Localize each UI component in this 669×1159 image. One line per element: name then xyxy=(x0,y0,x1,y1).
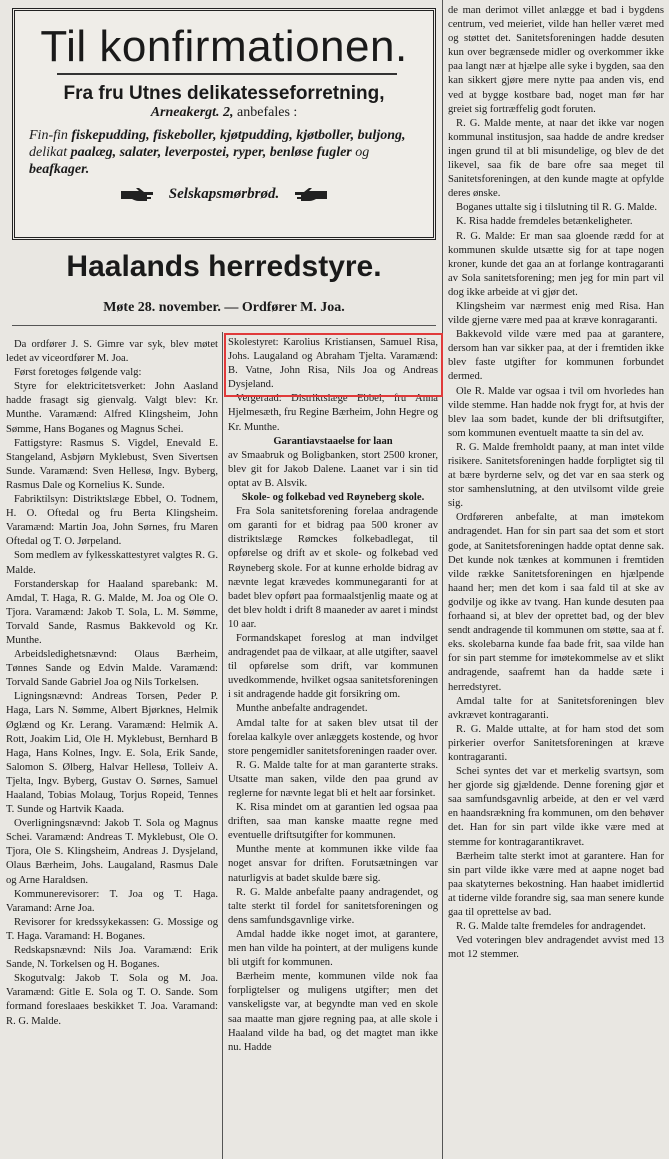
paragraph: Ved voteringen blev andragendet avvist med 13 mot 12 stemmer. xyxy=(448,935,664,961)
ad-body-f: beafkager. xyxy=(29,162,90,177)
paragraph: Fra Sola sanitetsforening forelaa andragende om garanti for et bidrag paa 500 kroner av distriktslæge Rømckes folkebadlegat, til opførelse og drift av et skole- og folkebad ved Røyneberg skole. For at kunne erholde bidrag av nævnte legat krævedes kommunegaranti for at badet blev opført paa formaalstjenlig maate og at det blev holdt i drift 8 maaneder av aaret i mindst 10 aar. xyxy=(228,506,438,630)
paragraph: av Smaabruk og Boligbanken, stort 2500 kroner, blev git for Jakob Dalene. Laanet var i sin tid optat av B. Alsvik. xyxy=(228,449,438,489)
ad-body-c: delikat xyxy=(29,145,71,160)
advertisement-box xyxy=(12,8,436,240)
paragraph: Først foretoges følgende valg: xyxy=(14,367,142,379)
column-1 xyxy=(6,338,218,1156)
section-heading: Garantiavstaaelse for laan xyxy=(273,435,393,447)
paragraph: Fabriktilsyn: Distriktslæge Ebbel, O. Todnem, H. O. Oftedal og fru Berta Klingsheim. Varamænd: Martin Joa, John Sørnes, fru Maren Oftedal og T. O. Jørpeland. xyxy=(6,494,218,548)
paragraph: Ordføreren anbefalte, at man imøtekom andragendet. Han for sin part saa det som et stort gode, at Sanitetsforeningen hadde optat denne sak. Det kunde nok tænkes at kommunen i fremtiden vilde række Sanitetsforeningen en hjælpende haand her; men det kom i saa fald til at ske av godvilje og ikke av tvang. Han kunde desuten paa forhaand si, at blev der oprettet bad, og der blev sendt andragende til kommunen om støtte, saa at f. eks. skolebarna kunde faa bade frit, saa vilde han for sin part stemme for imøtekommelse av et slikt andragende, saafremt han da hadde sæte i herredstyret. xyxy=(448,512,664,693)
paragraph: R. G. Malde mente, at naar det ikke var nogen kommunal institusjon, saa hadde de andre kredser ingen grund til at bli misundelige, og blev de det likevel, saa fik de bare ofre saa meget til Sanitetsforeningen, at den kunde magte at opfylde deres ønske. xyxy=(448,117,664,200)
paragraph: R. G. Malde anbefalte paany andragendet, og talte sterkt til fordel for sanitetsforeningen og dens samfundsgavnlige virke. xyxy=(228,886,438,926)
paragraph: Bærheim mente, kommunen vilde nok faa forpligtelser og muligens utgifter; men det vanskeligste var, at begyndte man ved en skole saa maatte man gjøre regning paa, at alle skole i Haaland vilde ha bad, og det magtet man ikke nu. Hadde xyxy=(228,971,438,1053)
article-headline: Haalands herredstyre. xyxy=(66,250,382,283)
ad-footer-text: Selskapsmørbrød. xyxy=(168,186,280,202)
paragraph: R. G. Malde: Er man saa gloende rædd for at kommunen skulde utsætte sig for at tape nogen kroner, kunde det gaa an at forlange kontragaranti av Sola sanitetsforening; men jeg for min part vil dog ikke arbeide at vi gjør det. xyxy=(448,230,664,298)
paragraph: Schei syntes det var et merkelig svartsyn, som her gjorde sig gjældende. Denne forening gjør et saa samfundsgavnlig arbeide, at den er vel værd en haandsrækning fra kommunen, om den behøver det. Han for sin part vilde ikke være med at stemme for kontragarantikravet. xyxy=(448,766,664,848)
paragraph: Klingsheim var nærmest enig med Risa. Han vilde gjerne være med paa at kræve konragaranti. xyxy=(448,300,664,327)
paragraph: Amdal talte for at saken blev utsat til der forelaa kalkyle over anlæggets kostende, og hvor store pengemidler sanitetsforeningen raader over. xyxy=(228,717,438,757)
ad-footer xyxy=(25,186,423,203)
paragraph: R. G. Malde fremholdt paany, at man intet vilde risikere. Sanitetsforeningen hadde forpligtet sig til at bære byrderne selv, og det var en saa sterk og stor samhenslutning, at den utvilsomt vilde greie sig. xyxy=(448,441,664,510)
article-subheadline: Møte 28. november. — Ordfører M. Joa. xyxy=(103,300,345,315)
paragraph: Amdal talte for at Sanitetsforeningen blev avkrævet kontragaranti. xyxy=(448,695,664,721)
column-3 xyxy=(448,4,664,1156)
ad-body-d: paalæg, salater, leverpostei, ryper, benløse fugler xyxy=(70,145,352,160)
paragraph: Ole R. Malde var ogsaa i tvil om hvorledes han vilde stemme. Han hadde nok frygt for, at hvis der blev laa som badet, kunde der bli driftsutgifter, som kommunen eventuelt maatte ta sin del av. xyxy=(448,385,664,439)
paragraph: Overligningsnævnd: Jakob T. Sola og Magnus Schei. Varamænd: Andreas T. Myklebust, Ole O. Tjora, Ole S. Klingsheim, Andreas J. Dysjeland, Olaus Bærheim, Johs. Laugaland, Rasmus Dale og Arne Haraldsen. xyxy=(6,818,218,886)
paragraph: Bærheim talte sterkt imot at garantere. Han for sin part vilde ikke være med at aapne noget bad paa skatyternes bekostning. Han haabet imidlertid at tiderne vilde forandre sig, saa man senere kunde gaa til oprettelse av bad. xyxy=(448,850,664,918)
paragraph: Arbeidsledighetsnævnd: Olaus Bærheim, Tønnes Sande og Edvin Malde. Varamænd: Torvald Sande Gabriel Joa og Nils Torkelsen. xyxy=(6,649,218,689)
paragraph: Da ordfører J. S. Gimre var syk, blev møtet ledet av viceordfører M. Joa. xyxy=(6,339,218,365)
divider xyxy=(12,325,436,326)
paragraph: Vergeraad: Distriktslæge Ebbel, fru Anna Hjelmesæth, fru Regine Bærheim, John Hegre og Kr. Munthe. xyxy=(228,393,438,433)
paragraph: Skogutvalg: Jakob T. Sola og M. Joa. Varamænd: Gitle E. Sola og T. O. Sande. Som formand foreslaaes beskikket T. Joa. Varamand: R. G. Malde. xyxy=(6,973,218,1027)
paragraph: K. Risa hadde fremdeles betænkeligheter. xyxy=(456,216,633,228)
ad-address-street: Arneakergt. 2, xyxy=(150,105,234,120)
ad-body-a: Fin-fin xyxy=(29,128,72,143)
ad-body xyxy=(29,127,419,178)
section-heading: Skole- og folkebad ved Røyneberg skole. xyxy=(241,492,425,504)
paragraph: de man derimot villet anlægge et bad i bygdens centrum, ved meieriet, vilde han heller været med og støttet det. Sanitetsforeningen hadde desuten kun over begrænsede midler og overkommer ikke paa langt nær at hjælpe alle syke i bygden, saa den kan sikkert gjøre mere nytte paa anden vis, end ved at bygge kostbare bad, noget man før har greiet sig fortræffelig godt foruten. xyxy=(448,5,664,115)
paragraph: R. G. Malde talte fremdeles for andragendet. xyxy=(456,921,646,933)
ad-address xyxy=(25,105,423,121)
paragraph: Fattigstyre: Rasmus S. Vigdel, Enevald E. Stangeland, Asbjørn Myklebust, Sven Sivertsen Sunde. Varamænd: Sven Hellesø, Ingv. Byberg, Rasmus Dale og Kornelius K. Sunde. xyxy=(6,437,218,491)
highlight-box xyxy=(224,333,443,397)
ad-subtitle: Fra fru Utnes delikatesseforretning, xyxy=(63,83,385,104)
column-2 xyxy=(228,336,438,1156)
paragraph: Boganes uttalte sig i tilslutning til R. G. Malde. xyxy=(456,202,657,214)
paragraph: Kommunerevisorer: T. Joa og T. Haga. Varamand: Arne Joa. xyxy=(6,888,218,914)
paragraph: K. Risa mindet om at garantien led ogsaa paa driften, saa man kanske maatte regne med eventuelle driftsutgifter for kommunen. xyxy=(228,802,438,842)
ad-divider xyxy=(57,73,397,75)
paragraph-skolestyret: Skolestyret: Karolius Kristiansen, Samuel Risa, Johs. Laugaland og Abraham Tjelta. Varamænd: B. Vatne, John Risa, Nils Joa og Andreas Dysjeland. xyxy=(228,337,438,391)
column-rule xyxy=(222,332,223,1159)
paragraph: Redskapsnævnd: Nils Joa. Varamænd: Erik Sande, N. Torkelsen og H. Boganes. xyxy=(6,945,218,971)
ad-title: Til konfirmationen. xyxy=(40,22,408,71)
paragraph: Revisorer for kredssykekassen: G. Mossige og T. Haga. Varamand: H. Boganes. xyxy=(6,916,218,942)
paragraph: Bakkevold vilde være med paa at garantere, dersom han var sikker paa, at der i fremtiden ikke blev faste utgifter for kommunen forbundet dermed. xyxy=(448,329,664,383)
paragraph: Amdal hadde ikke noget imot, at garantere, men han vilde ha pointert, at der muligens kunde bli utgift for kommunen. xyxy=(228,928,438,969)
paragraph: Styre for elektricitetsverket: John Aasland hadde frasagt sig gienvalg. Valgt blev: Kr. Munthe. Varamænd: Alfred Klingsheim, John Sømme, Hans Boganes og Magnus Schei. xyxy=(6,381,218,435)
paragraph: Som medlem av fylkesskattestyret valgtes R. G. Malde. xyxy=(6,550,218,576)
paragraph: Munthe mente at kommunen ikke vilde faa noget ansvar for driften. Forutsætningen var naturligvis at badet skulde bære sig. xyxy=(228,844,438,884)
ad-body-e: og xyxy=(351,145,370,160)
paragraph: R. G. Malde talte for at man garanterte straks. Utsatte man saken, vilde den paa grund av reglerne for nævnte legat bli et helt aar forsinket. xyxy=(228,759,438,799)
paragraph: Forstanderskap for Haaland sparebank: M. Amdal, T. Haga, R. G. Malde, M. Joa og Ole O. Tjora. Varamænd: Jakob T. Sola, L. M. Sømme, Torvald Sande, Rasmus Bakkevold og Kr. Munthe. xyxy=(6,578,218,646)
paragraph: Munthe anbefalte andragendet. xyxy=(236,703,368,715)
column-rule xyxy=(442,0,443,1159)
paragraph: R. G. Malde uttalte, at for ham stod det som pirkerier overfor Sanitetsforeningen at kræve kontragaranti. xyxy=(448,723,664,763)
ad-address-rest: anbefales : xyxy=(233,105,298,120)
paragraph: Formandskapet foreslog at man indvilget andragendet paa de vilkaar, at alle utgifter, saavel til opførelse som drift, var kommunen uvedkommende, hvilket ogsaa sanitetsforeningen i sit andragende hadde git forsikring om. xyxy=(228,632,438,701)
ad-body-b: fiskepudding, fiskeboller, kjøtpudding, kjøtboller, buljong, xyxy=(71,128,406,143)
paragraph: Ligningsnævnd: Andreas Torsen, Peder P. Haga, Lars N. Sømme, Albert Bjørknes, Helmik Øglænd og Kr. Lerang. Varamænd: Helmik A. Rott, Joakim Lid, Ole H. Myklebust, Bernhard B Haga, Hans Kolnes, Ingv. E. Sola, Erik Sande, Salomon S. Ølberg, Halvar Hellesø, Tolleiv A. Tjelta, Ingv. Byberg, Gustav O. Sørnes, Samuel Haaland, Tobias Molaug, Torjus Ropeid, Tennes T. Sunde og Hartvik Kaada. xyxy=(6,691,218,816)
pointing-hand-right-icon xyxy=(119,187,155,203)
pointing-hand-left-icon xyxy=(293,187,329,203)
